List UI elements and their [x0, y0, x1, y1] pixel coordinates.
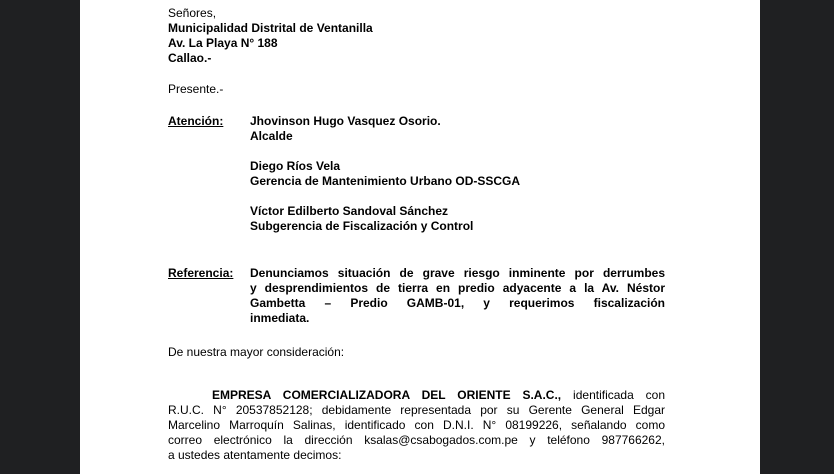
- body-line-first-rest: identificada con: [561, 388, 666, 402]
- greeting-line: De nuestra mayor consideración:: [168, 345, 345, 359]
- presente-line: Presente.-: [168, 82, 224, 96]
- reference-label: Referencia:: [168, 266, 234, 280]
- addressee-address: Av. La Playa N° 188: [168, 36, 278, 50]
- contact-name: Jhovinson Hugo Vasquez Osorio.: [250, 114, 441, 128]
- contact-role: Gerencia de Mantenimiento Urbano OD-SSCGA: [250, 174, 521, 188]
- document-page: [80, 0, 760, 474]
- reference-line: y desprendimientos de tierra en predio adyacente a la Av. Néstor: [250, 281, 665, 295]
- addressee-city: Callao.-: [168, 51, 212, 65]
- addressee-name: Municipalidad Distrital de Ventanilla: [168, 21, 373, 35]
- company-name: EMPRESA COMERCIALIZADORA DEL ORIENTE S.A.C.,: [212, 388, 562, 402]
- contact-group: [250, 114, 520, 144]
- reference-label-col: [168, 266, 250, 326]
- reference-line: Denunciamos situación de grave riesgo inminente por derrumbes: [250, 266, 665, 280]
- body-line: R.U.C. N° 20537852128; debidamente representada por su Gerente General Edgar: [168, 403, 665, 417]
- body-line: a ustedes atentamente decimos:: [168, 448, 342, 462]
- body-paragraph: [168, 388, 665, 463]
- contact-role: Alcalde: [250, 129, 293, 143]
- letter-content: [168, 6, 665, 463]
- reference-text: [250, 266, 665, 326]
- addressee-salutation: Señores,: [168, 6, 217, 20]
- body-line-first: [168, 388, 665, 403]
- attention-label: Atención:: [168, 114, 224, 128]
- contact-group: [250, 204, 520, 234]
- attention-section: [168, 114, 665, 234]
- attention-label-col: [168, 114, 250, 234]
- addressee-block: [168, 6, 665, 66]
- contact-role: Subgerencia de Fiscalización y Control: [250, 219, 474, 233]
- reference-line: Gambetta – Predio GAMB-01, y requerimos fiscalización: [250, 296, 665, 310]
- body-line: correo electrónico la dirección ksalas@csabogados.com.pe y teléfono 987766262,: [168, 433, 665, 447]
- reference-section: [168, 266, 665, 326]
- contact-name: Víctor Edilberto Sandoval Sánchez: [250, 204, 449, 218]
- contact-group: [250, 159, 520, 189]
- reference-line: inmediata.: [250, 311, 310, 325]
- attention-contacts: [250, 114, 520, 234]
- contact-name: Diego Ríos Vela: [250, 159, 341, 173]
- body-line: Marcelino Marroquín Salinas, identificado con D.N.I. N° 08199226, señalando como: [168, 418, 665, 432]
